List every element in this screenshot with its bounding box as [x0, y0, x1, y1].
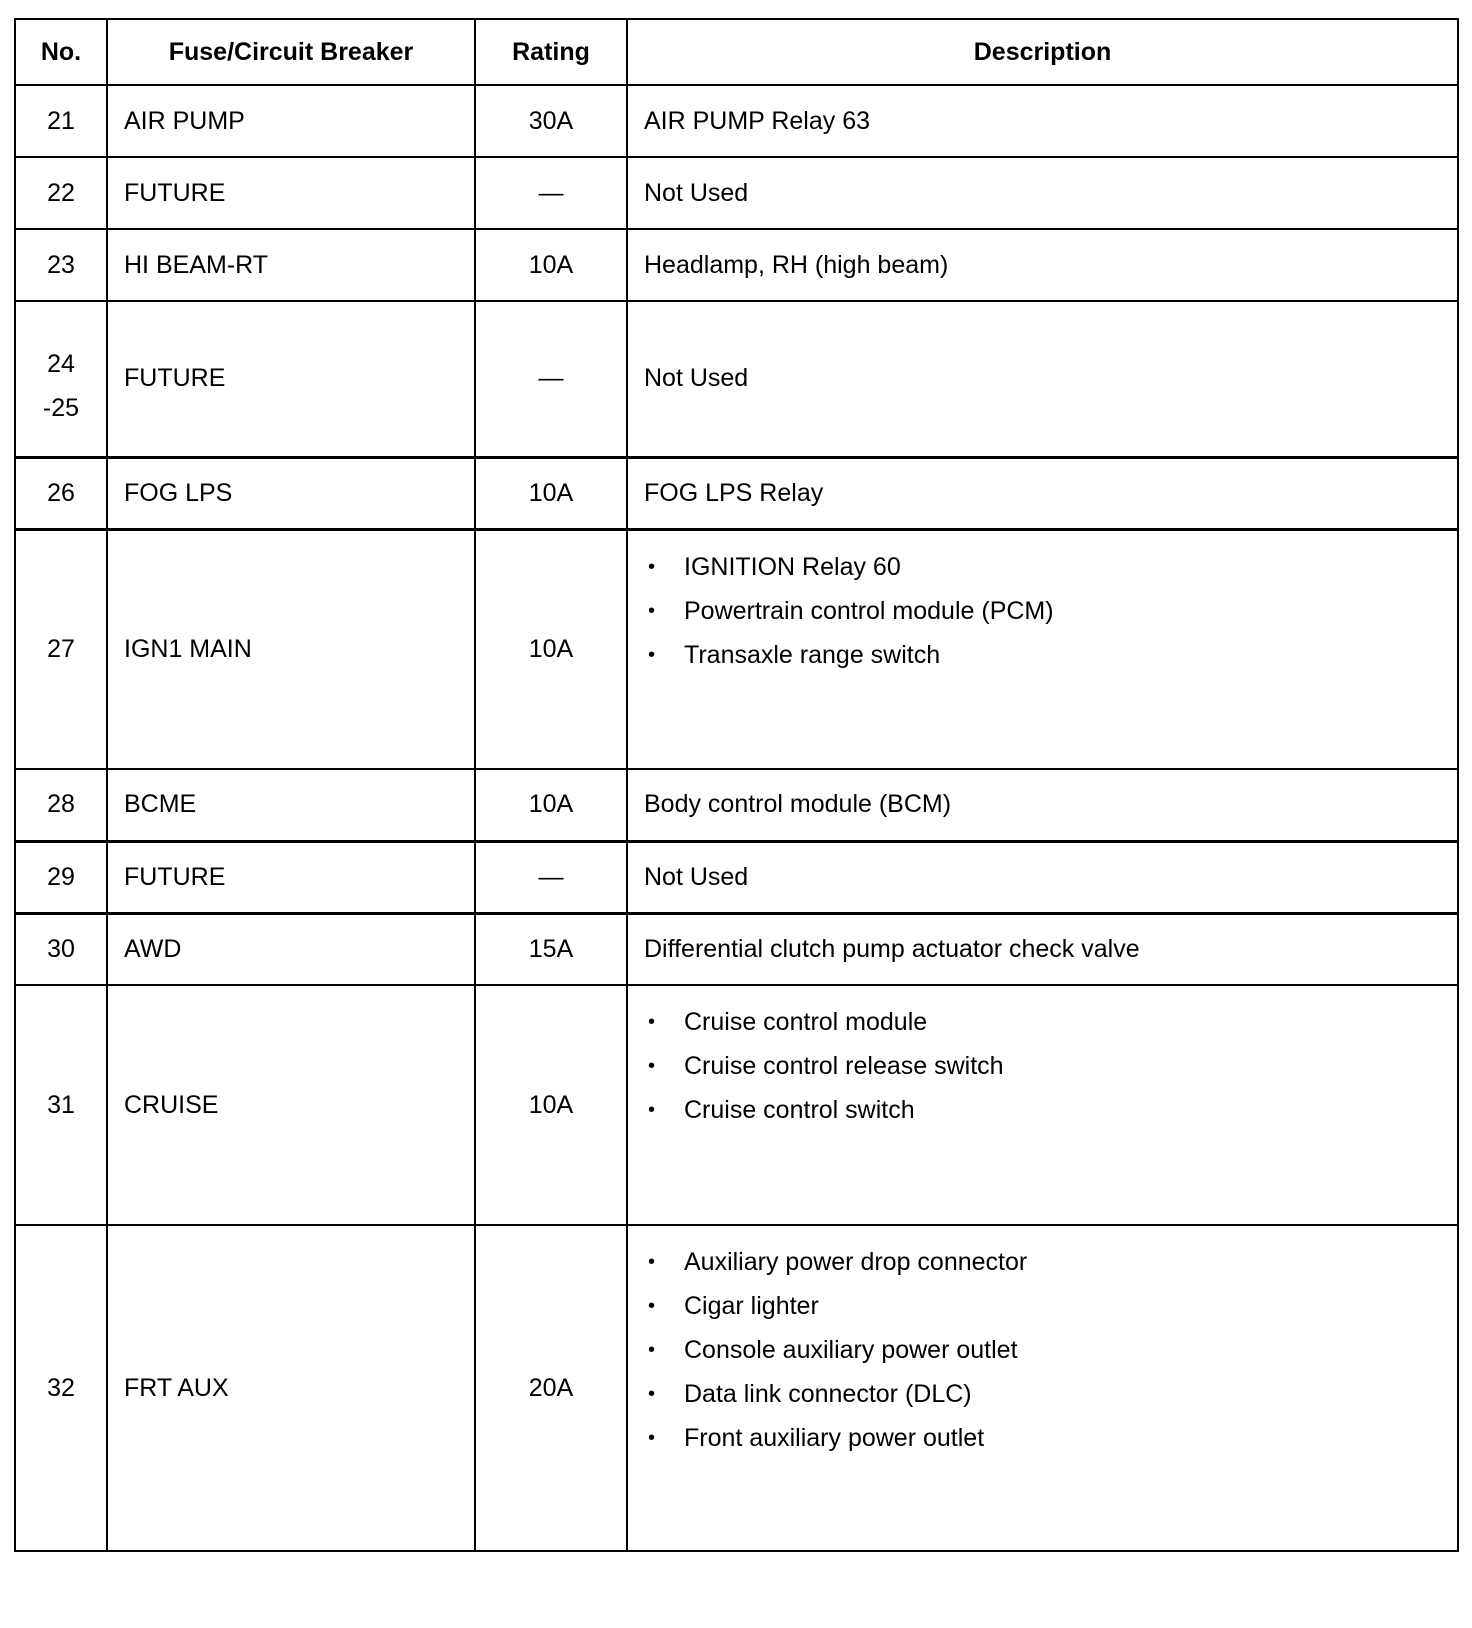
list-item: • Cigar lighter: [644, 1290, 1457, 1334]
fuse-number: 30: [15, 913, 107, 985]
fuse-rating: —: [475, 841, 627, 913]
fuse-description: [627, 985, 1458, 1225]
fuse-name: IGN1 MAIN: [107, 529, 475, 769]
table-row: [15, 229, 1458, 301]
fuse-description: [627, 529, 1458, 769]
table-row: [15, 1225, 1458, 1551]
fuse-number: 29: [15, 841, 107, 913]
fuse-name: AWD: [107, 913, 475, 985]
list-item: • Powertrain control module (PCM): [644, 595, 1457, 639]
fuse-number: 21: [15, 85, 107, 157]
fuse-rating: 10A: [475, 769, 627, 841]
fuse-name: HI BEAM-RT: [107, 229, 475, 301]
fuse-name: AIR PUMP: [107, 85, 475, 157]
fuse-name: CRUISE: [107, 985, 475, 1225]
table-row: [15, 529, 1458, 769]
fuse-rating: 20A: [475, 1225, 627, 1551]
table-row: [15, 85, 1458, 157]
fuse-rating: —: [475, 157, 627, 229]
fuse-number: 31: [15, 985, 107, 1225]
fuse-number: 23: [15, 229, 107, 301]
table-row: [15, 301, 1458, 457]
header-row: [15, 19, 1458, 85]
header-rating: Rating: [475, 19, 627, 85]
fuse-number: 26: [15, 457, 107, 529]
fuse-description: AIR PUMP Relay 63: [627, 85, 1458, 157]
fuse-description: FOG LPS Relay: [627, 457, 1458, 529]
fuse-number: [15, 301, 107, 457]
fuse-rating: 10A: [475, 229, 627, 301]
fuse-rating: 10A: [475, 985, 627, 1225]
fuse-rating: 30A: [475, 85, 627, 157]
header-fuse: Fuse/Circuit Breaker: [107, 19, 475, 85]
list-item: • Data link connector (DLC): [644, 1378, 1457, 1422]
fuse-number-end: -25: [42, 393, 80, 422]
fuse-name: FRT AUX: [107, 1225, 475, 1551]
circuit-list: [644, 1246, 1457, 1466]
fuse-number: 28: [15, 769, 107, 841]
fuse-table: [14, 18, 1459, 1552]
list-item: • Cruise control switch: [644, 1094, 1457, 1138]
fuse-rating: 10A: [475, 529, 627, 769]
header-no: No.: [15, 19, 107, 85]
fuse-number: 32: [15, 1225, 107, 1551]
fuse-description: Not Used: [627, 157, 1458, 229]
fuse-rating: —: [475, 301, 627, 457]
list-item: • IGNITION Relay 60: [644, 551, 1457, 595]
table-row: [15, 985, 1458, 1225]
fuse-description: Differential clutch pump actuator check valve: [627, 913, 1458, 985]
fuse-number: 22: [15, 157, 107, 229]
fuse-name: FOG LPS: [107, 457, 475, 529]
list-item: • Cruise control module: [644, 1006, 1457, 1050]
table-row: [15, 769, 1458, 841]
fuse-name: FUTURE: [107, 841, 475, 913]
list-item: • Auxiliary power drop connector: [644, 1246, 1457, 1290]
header-description: Description: [627, 19, 1458, 85]
fuse-name: FUTURE: [107, 157, 475, 229]
list-item: • Cruise control release switch: [644, 1050, 1457, 1094]
fuse-description: [627, 1225, 1458, 1551]
fuse-rating: 10A: [475, 457, 627, 529]
fuse-description: Not Used: [627, 301, 1458, 457]
list-item: • Transaxle range switch: [644, 639, 1457, 683]
fuse-description: Body control module (BCM): [627, 769, 1458, 841]
table-row: [15, 841, 1458, 913]
fuse-name: FUTURE: [107, 301, 475, 457]
fuse-number: 27: [15, 529, 107, 769]
table-row: [15, 457, 1458, 529]
fuse-description: Headlamp, RH (high beam): [627, 229, 1458, 301]
circuit-list: [644, 1006, 1457, 1138]
fuse-number-start: 24: [47, 349, 75, 378]
table-row: [15, 913, 1458, 985]
fuse-name: BCME: [107, 769, 475, 841]
circuit-list: [644, 551, 1457, 683]
table-row: [15, 157, 1458, 229]
list-item: • Front auxiliary power outlet: [644, 1422, 1457, 1466]
list-item: • Console auxiliary power outlet: [644, 1334, 1457, 1378]
fuse-description: Not Used: [627, 841, 1458, 913]
fuse-rating: 15A: [475, 913, 627, 985]
